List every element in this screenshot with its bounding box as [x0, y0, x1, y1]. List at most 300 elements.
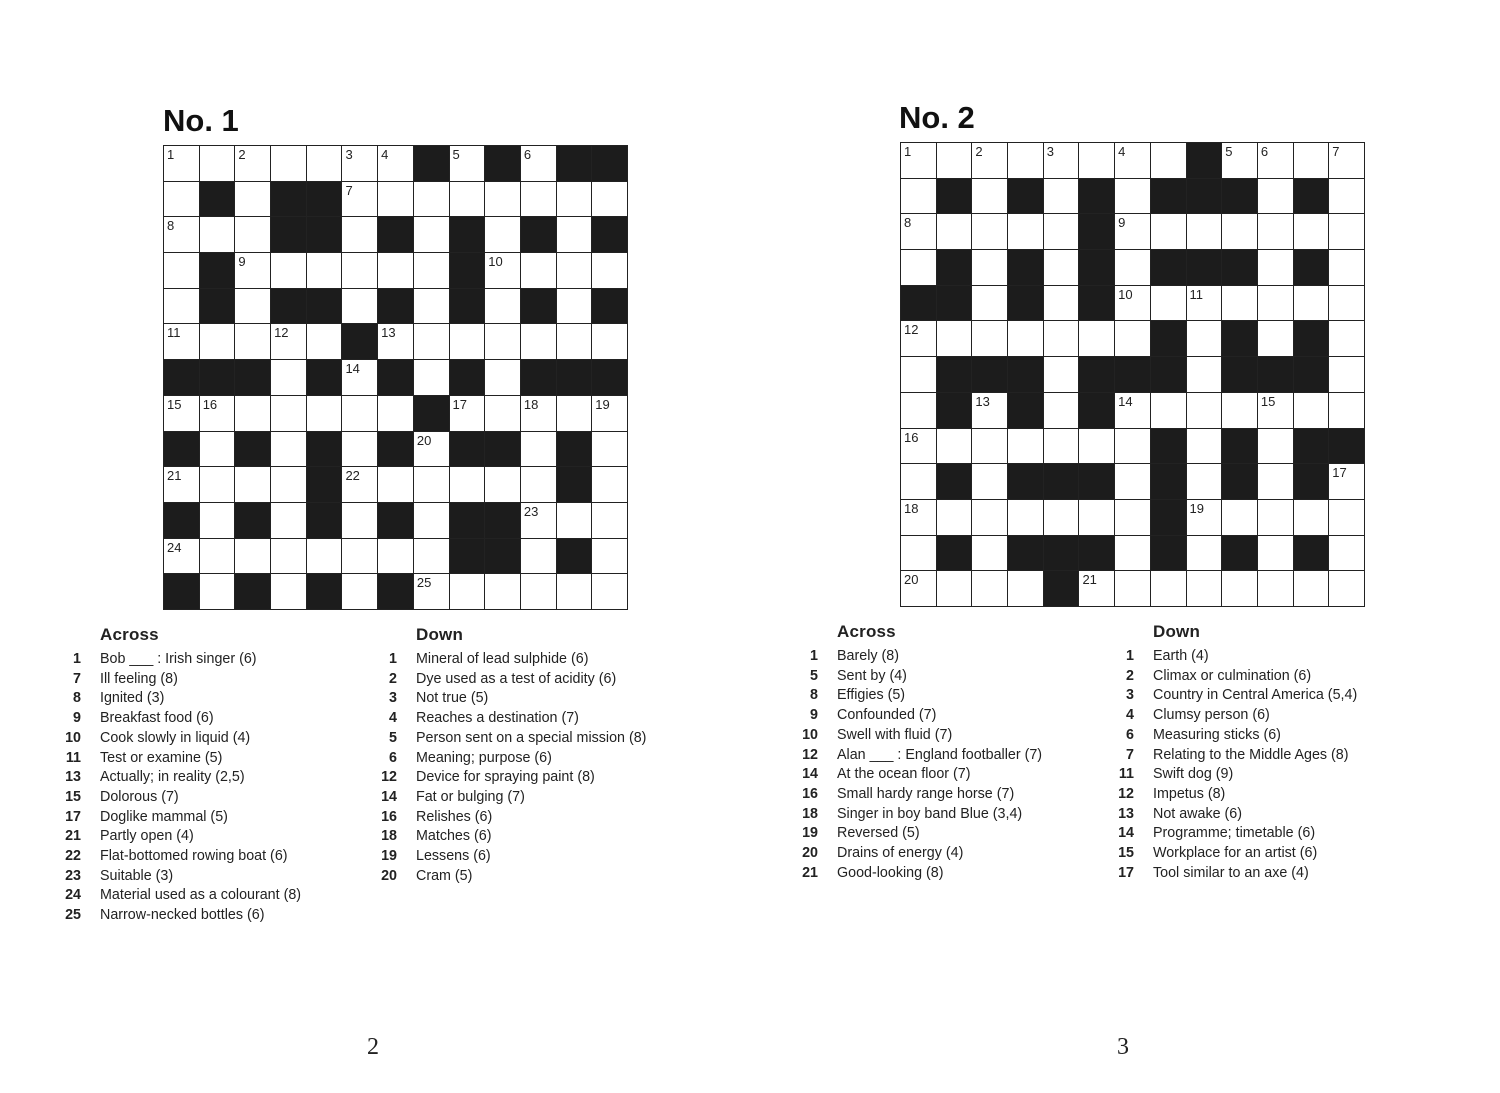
grid-cell[interactable]: [1329, 143, 1364, 178]
grid-cell[interactable]: [1222, 500, 1257, 535]
grid-cell[interactable]: [200, 324, 235, 359]
grid-cell[interactable]: [1222, 286, 1257, 321]
clue-item-number: 16: [802, 785, 818, 802]
grid-cell[interactable]: [342, 574, 377, 609]
clue-item-text: Device for spraying paint (8): [416, 769, 595, 786]
grid-cell[interactable]: [521, 146, 556, 181]
grid-cell[interactable]: [485, 574, 520, 609]
grid-cell[interactable]: [450, 467, 485, 502]
grid-cell[interactable]: [450, 574, 485, 609]
grid-cell[interactable]: [1329, 214, 1364, 249]
grid-cell[interactable]: [414, 503, 449, 538]
grid-cell[interactable]: [592, 324, 627, 359]
grid-cell[interactable]: [557, 324, 592, 359]
grid-cell[interactable]: [1258, 143, 1293, 178]
grid-cell[interactable]: [235, 467, 270, 502]
grid-cell[interactable]: [521, 324, 556, 359]
grid-cell[interactable]: [1044, 214, 1079, 249]
grid-cell[interactable]: [414, 574, 449, 609]
grid-cell[interactable]: [342, 217, 377, 252]
grid-cell[interactable]: [1222, 143, 1257, 178]
grid-cell[interactable]: [1151, 143, 1186, 178]
grid-cell[interactable]: [1329, 357, 1364, 392]
grid-cell[interactable]: [1329, 179, 1364, 214]
grid-cell[interactable]: [1151, 214, 1186, 249]
clue-item-number: 2: [1126, 667, 1134, 684]
grid-cell[interactable]: [485, 217, 520, 252]
grid-cell[interactable]: [901, 429, 936, 464]
grid-cell[interactable]: [1222, 571, 1257, 606]
grid-cell[interactable]: [1008, 143, 1043, 178]
grid-cell[interactable]: [557, 396, 592, 431]
grid-block: [1115, 357, 1150, 392]
grid-cell[interactable]: [1294, 500, 1329, 535]
clue-item-text: Measuring sticks (6): [1153, 726, 1281, 743]
grid-cell[interactable]: [937, 321, 972, 356]
grid-cell[interactable]: [592, 503, 627, 538]
grid-cell[interactable]: [342, 539, 377, 574]
grid-cell[interactable]: [271, 574, 306, 609]
grid-cell[interactable]: [972, 500, 1007, 535]
clue-item: [800, 844, 1042, 864]
grid-cell[interactable]: [414, 217, 449, 252]
grid-cell[interactable]: [1294, 571, 1329, 606]
grid-cell[interactable]: [378, 182, 413, 217]
clue-item-number: 14: [381, 788, 397, 805]
grid-cell[interactable]: [164, 182, 199, 217]
grid-cell[interactable]: [200, 396, 235, 431]
grid-cell[interactable]: [235, 146, 270, 181]
clue-number: 3: [1046, 144, 1054, 159]
grid-cell[interactable]: [164, 146, 199, 181]
grid-cell[interactable]: [414, 432, 449, 467]
grid-cell[interactable]: [485, 253, 520, 288]
grid-cell[interactable]: [1187, 536, 1222, 571]
grid-cell[interactable]: [972, 286, 1007, 321]
grid-cell[interactable]: [1258, 179, 1293, 214]
grid-cell[interactable]: [200, 217, 235, 252]
grid-cell[interactable]: [1258, 250, 1293, 285]
grid-block: [937, 464, 972, 499]
grid-block: [1079, 179, 1114, 214]
grid-cell[interactable]: [1044, 393, 1079, 428]
grid-cell[interactable]: [450, 146, 485, 181]
grid-cell[interactable]: [521, 253, 556, 288]
clue-item-number: 6: [1126, 726, 1134, 743]
clue-number: 6: [1260, 144, 1269, 159]
grid-cell[interactable]: [1258, 464, 1293, 499]
grid-cell[interactable]: [271, 146, 306, 181]
grid-cell[interactable]: [557, 289, 592, 324]
grid-cell[interactable]: [1294, 214, 1329, 249]
grid-cell[interactable]: [342, 146, 377, 181]
grid-cell[interactable]: [1187, 286, 1222, 321]
grid-cell[interactable]: [901, 393, 936, 428]
grid-cell[interactable]: [342, 253, 377, 288]
grid-cell[interactable]: [485, 467, 520, 502]
grid-cell[interactable]: [342, 432, 377, 467]
grid-cell[interactable]: [937, 429, 972, 464]
puzzle-title: No. 1: [163, 103, 239, 138]
grid-cell[interactable]: [164, 289, 199, 324]
grid-cell[interactable]: [592, 396, 627, 431]
grid-cell[interactable]: [414, 253, 449, 288]
clue-item: [63, 847, 301, 867]
grid-cell[interactable]: [342, 503, 377, 538]
clue-number: 4: [381, 147, 389, 162]
grid-cell[interactable]: [378, 467, 413, 502]
grid-cell[interactable]: [1115, 464, 1150, 499]
grid-cell[interactable]: [901, 143, 936, 178]
grid-cell[interactable]: [307, 396, 342, 431]
grid-cell[interactable]: [901, 357, 936, 392]
grid-cell[interactable]: [592, 467, 627, 502]
grid-cell[interactable]: [1151, 571, 1186, 606]
clue-item-number: 8: [73, 690, 81, 707]
clue-number: 6: [523, 147, 532, 162]
grid-cell[interactable]: [485, 182, 520, 217]
grid-cell[interactable]: [1187, 571, 1222, 606]
grid-cell[interactable]: [521, 539, 556, 574]
grid-cell[interactable]: [1329, 500, 1364, 535]
puzzle-title: No. 2: [899, 100, 975, 135]
grid-cell[interactable]: [1187, 321, 1222, 356]
grid-cell[interactable]: [1329, 321, 1364, 356]
grid-cell[interactable]: [557, 182, 592, 217]
grid-cell[interactable]: [271, 396, 306, 431]
grid-cell[interactable]: [271, 539, 306, 574]
grid-cell[interactable]: [271, 360, 306, 395]
grid-cell[interactable]: [901, 250, 936, 285]
grid-cell[interactable]: [1044, 357, 1079, 392]
page-number: 2: [367, 1034, 379, 1060]
grid-cell[interactable]: [592, 432, 627, 467]
grid-cell[interactable]: [1258, 500, 1293, 535]
grid-cell[interactable]: [1151, 286, 1186, 321]
grid-cell[interactable]: [200, 574, 235, 609]
grid-cell[interactable]: [1044, 143, 1079, 178]
grid-cell[interactable]: [521, 182, 556, 217]
grid-cell[interactable]: [972, 321, 1007, 356]
grid-cell[interactable]: [901, 536, 936, 571]
grid-cell[interactable]: [972, 214, 1007, 249]
grid-cell[interactable]: [342, 360, 377, 395]
grid-cell[interactable]: [342, 182, 377, 217]
clue-item-text: Test or examine (5): [100, 749, 223, 766]
clue-number: 20: [904, 572, 919, 588]
grid-block: [235, 503, 270, 538]
grid-cell[interactable]: [592, 539, 627, 574]
grid-cell[interactable]: [235, 182, 270, 217]
clue-item: [63, 749, 301, 769]
grid-cell[interactable]: [1115, 179, 1150, 214]
grid-cell[interactable]: [1115, 536, 1150, 571]
clue-item-number: 4: [1126, 707, 1134, 724]
grid-cell[interactable]: [414, 539, 449, 574]
grid-cell[interactable]: [1187, 214, 1222, 249]
clue-item: [63, 729, 301, 749]
grid-cell[interactable]: [1329, 286, 1364, 321]
grid-cell[interactable]: [271, 324, 306, 359]
grid-block: [1151, 179, 1186, 214]
clue-item-text: Effigies (5): [837, 687, 906, 704]
grid-cell[interactable]: [1008, 500, 1043, 535]
grid-cell[interactable]: [414, 289, 449, 324]
grid-cell[interactable]: [592, 574, 627, 609]
grid-cell[interactable]: [1115, 286, 1150, 321]
grid-cell[interactable]: [1115, 214, 1150, 249]
grid-block: [485, 432, 520, 467]
grid-cell[interactable]: [307, 324, 342, 359]
clue-item-number: 10: [802, 726, 818, 743]
grid-cell[interactable]: [1258, 321, 1293, 356]
grid-block: [1151, 357, 1186, 392]
clue-item-number: 9: [810, 707, 818, 724]
grid-cell[interactable]: [414, 467, 449, 502]
grid-cell[interactable]: [342, 396, 377, 431]
grid-cell[interactable]: [937, 500, 972, 535]
grid-cell[interactable]: [557, 503, 592, 538]
grid-cell[interactable]: [1079, 321, 1114, 356]
grid-cell[interactable]: [1044, 179, 1079, 214]
grid-cell[interactable]: [1329, 393, 1364, 428]
clue-item-text: Earth (4): [1153, 648, 1209, 664]
grid-cell[interactable]: [1294, 143, 1329, 178]
grid-cell[interactable]: [164, 396, 199, 431]
grid-cell[interactable]: [557, 217, 592, 252]
grid-cell[interactable]: [1329, 536, 1364, 571]
grid-cell[interactable]: [342, 467, 377, 502]
grid-cell[interactable]: [1329, 250, 1364, 285]
grid-cell[interactable]: [1115, 143, 1150, 178]
clue-item: [379, 827, 646, 847]
grid-block: [307, 182, 342, 217]
clue-item: [379, 729, 646, 749]
grid-cell[interactable]: [972, 143, 1007, 178]
grid-cell[interactable]: [235, 253, 270, 288]
grid-cell[interactable]: [592, 182, 627, 217]
grid-block: [1294, 179, 1329, 214]
clue-item-text: Narrow-necked bottles (6): [100, 907, 265, 924]
grid-block: [164, 574, 199, 609]
grid-cell[interactable]: [1187, 429, 1222, 464]
clue-number: 23: [523, 503, 539, 519]
grid-block: [271, 182, 306, 217]
clue-item: [800, 824, 1042, 844]
grid-cell[interactable]: [378, 396, 413, 431]
grid-cell[interactable]: [1115, 571, 1150, 606]
grid-block: [1008, 286, 1043, 321]
grid-cell[interactable]: [485, 324, 520, 359]
clue-number: 2: [238, 147, 246, 162]
grid-cell[interactable]: [235, 539, 270, 574]
grid-cell[interactable]: [1187, 393, 1222, 428]
grid-cell[interactable]: [378, 539, 413, 574]
grid-cell[interactable]: [235, 396, 270, 431]
clue-item-number: 1: [810, 648, 818, 664]
grid-cell[interactable]: [1079, 429, 1114, 464]
grid-cell[interactable]: [378, 146, 413, 181]
grid-cell[interactable]: [1187, 357, 1222, 392]
grid-block: [1151, 321, 1186, 356]
clue-item: [800, 785, 1042, 805]
grid-block: [485, 539, 520, 574]
grid-block: [485, 146, 520, 181]
grid-cell[interactable]: [1222, 393, 1257, 428]
grid-cell[interactable]: [164, 217, 199, 252]
grid-cell[interactable]: [307, 253, 342, 288]
grid-block: [1294, 536, 1329, 571]
grid-cell[interactable]: [1044, 321, 1079, 356]
grid-cell[interactable]: [1008, 571, 1043, 606]
grid-cell[interactable]: [1258, 214, 1293, 249]
grid-cell[interactable]: [1079, 500, 1114, 535]
grid-cell[interactable]: [200, 146, 235, 181]
grid-cell[interactable]: [972, 571, 1007, 606]
grid-cell[interactable]: [271, 432, 306, 467]
grid-cell[interactable]: [450, 324, 485, 359]
grid-cell[interactable]: [1044, 250, 1079, 285]
grid-block: [1187, 250, 1222, 285]
grid-cell[interactable]: [1115, 500, 1150, 535]
grid-cell[interactable]: [972, 429, 1007, 464]
grid-cell[interactable]: [1115, 429, 1150, 464]
grid-cell[interactable]: [557, 574, 592, 609]
grid-block: [307, 467, 342, 502]
grid-cell[interactable]: [1222, 214, 1257, 249]
grid-cell[interactable]: [378, 324, 413, 359]
grid-cell[interactable]: [521, 574, 556, 609]
clue-number: 4: [1118, 144, 1126, 159]
grid-block: [592, 360, 627, 395]
grid-cell[interactable]: [485, 289, 520, 324]
grid-block: [1151, 250, 1186, 285]
grid-cell[interactable]: [1044, 500, 1079, 535]
grid-cell[interactable]: [450, 182, 485, 217]
grid-cell[interactable]: [378, 253, 413, 288]
grid-cell[interactable]: [414, 360, 449, 395]
grid-cell[interactable]: [901, 179, 936, 214]
clue-number: 16: [202, 396, 218, 412]
grid-cell[interactable]: [972, 464, 1007, 499]
grid-cell[interactable]: [164, 539, 199, 574]
grid-cell[interactable]: [901, 571, 936, 606]
grid-cell[interactable]: [937, 143, 972, 178]
clue-item-text: Drains of energy (4): [837, 845, 964, 862]
grid-cell[interactable]: [1294, 393, 1329, 428]
grid-cell[interactable]: [485, 360, 520, 395]
grid-cell[interactable]: [1044, 286, 1079, 321]
clue-item-number: 21: [802, 864, 818, 881]
clue-item-number: 24: [65, 887, 81, 904]
grid-cell[interactable]: [521, 467, 556, 502]
grid-cell[interactable]: [164, 253, 199, 288]
grid-cell[interactable]: [450, 396, 485, 431]
grid-cell[interactable]: [1329, 571, 1364, 606]
grid-cell[interactable]: [414, 324, 449, 359]
grid-cell[interactable]: [901, 464, 936, 499]
grid-block: [378, 503, 413, 538]
grid-cell[interactable]: [901, 500, 936, 535]
grid-cell[interactable]: [271, 467, 306, 502]
grid-cell[interactable]: [200, 503, 235, 538]
grid-cell[interactable]: [1115, 250, 1150, 285]
grid-cell[interactable]: [972, 250, 1007, 285]
clue-item-number: 7: [1126, 746, 1134, 763]
grid-cell[interactable]: [1079, 143, 1114, 178]
grid-cell[interactable]: [1258, 429, 1293, 464]
grid-cell[interactable]: [1258, 536, 1293, 571]
grid-cell[interactable]: [164, 324, 199, 359]
clue-item: [379, 788, 646, 808]
grid-cell[interactable]: [235, 289, 270, 324]
grid-cell[interactable]: [972, 179, 1007, 214]
grid-cell[interactable]: [1079, 571, 1114, 606]
clue-item-text: Swell with fluid (7): [837, 726, 953, 743]
grid-cell[interactable]: [1258, 286, 1293, 321]
clue-item-number: 8: [810, 687, 818, 704]
grid-cell[interactable]: [200, 467, 235, 502]
grid-cell[interactable]: [937, 571, 972, 606]
grid-cell[interactable]: [521, 503, 556, 538]
grid-cell[interactable]: [901, 214, 936, 249]
grid-block: [378, 217, 413, 252]
grid-cell[interactable]: [235, 324, 270, 359]
grid-cell[interactable]: [592, 253, 627, 288]
clue-item: [1116, 824, 1357, 844]
grid-cell[interactable]: [972, 536, 1007, 571]
grid-cell[interactable]: [485, 396, 520, 431]
grid-cell[interactable]: [1187, 464, 1222, 499]
grid-cell[interactable]: [1329, 464, 1364, 499]
grid-cell[interactable]: [1258, 393, 1293, 428]
grid-cell[interactable]: [521, 396, 556, 431]
clue-item: [800, 726, 1042, 746]
grid-cell[interactable]: [164, 467, 199, 502]
grid-cell[interactable]: [271, 503, 306, 538]
grid-block: [1008, 357, 1043, 392]
grid-cell[interactable]: [307, 146, 342, 181]
grid-cell[interactable]: [1044, 429, 1079, 464]
grid-cell[interactable]: [1151, 393, 1186, 428]
grid-cell[interactable]: [972, 393, 1007, 428]
grid-block: [1151, 429, 1186, 464]
grid-cell[interactable]: [235, 217, 270, 252]
clue-item-number: 11: [65, 749, 81, 766]
grid-block: [1008, 464, 1043, 499]
grid-cell[interactable]: [1187, 500, 1222, 535]
grid-cell[interactable]: [1258, 571, 1293, 606]
grid-cell[interactable]: [1008, 321, 1043, 356]
grid-cell[interactable]: [200, 432, 235, 467]
grid-cell[interactable]: [937, 214, 972, 249]
grid-cell[interactable]: [901, 321, 936, 356]
grid-cell[interactable]: [521, 432, 556, 467]
grid-cell[interactable]: [342, 289, 377, 324]
grid-cell[interactable]: [1115, 393, 1150, 428]
clue-item-text: Country in Central America (5,4): [1153, 687, 1358, 704]
grid-cell[interactable]: [414, 182, 449, 217]
grid-cell[interactable]: [1115, 321, 1150, 356]
grid-cell[interactable]: [1008, 429, 1043, 464]
grid-cell[interactable]: [1294, 286, 1329, 321]
grid-cell[interactable]: [271, 253, 306, 288]
grid-cell[interactable]: [200, 539, 235, 574]
clue-item-text: Ignited (3): [100, 690, 165, 707]
grid-cell[interactable]: [1008, 214, 1043, 249]
grid-cell[interactable]: [307, 539, 342, 574]
grid-cell[interactable]: [557, 253, 592, 288]
